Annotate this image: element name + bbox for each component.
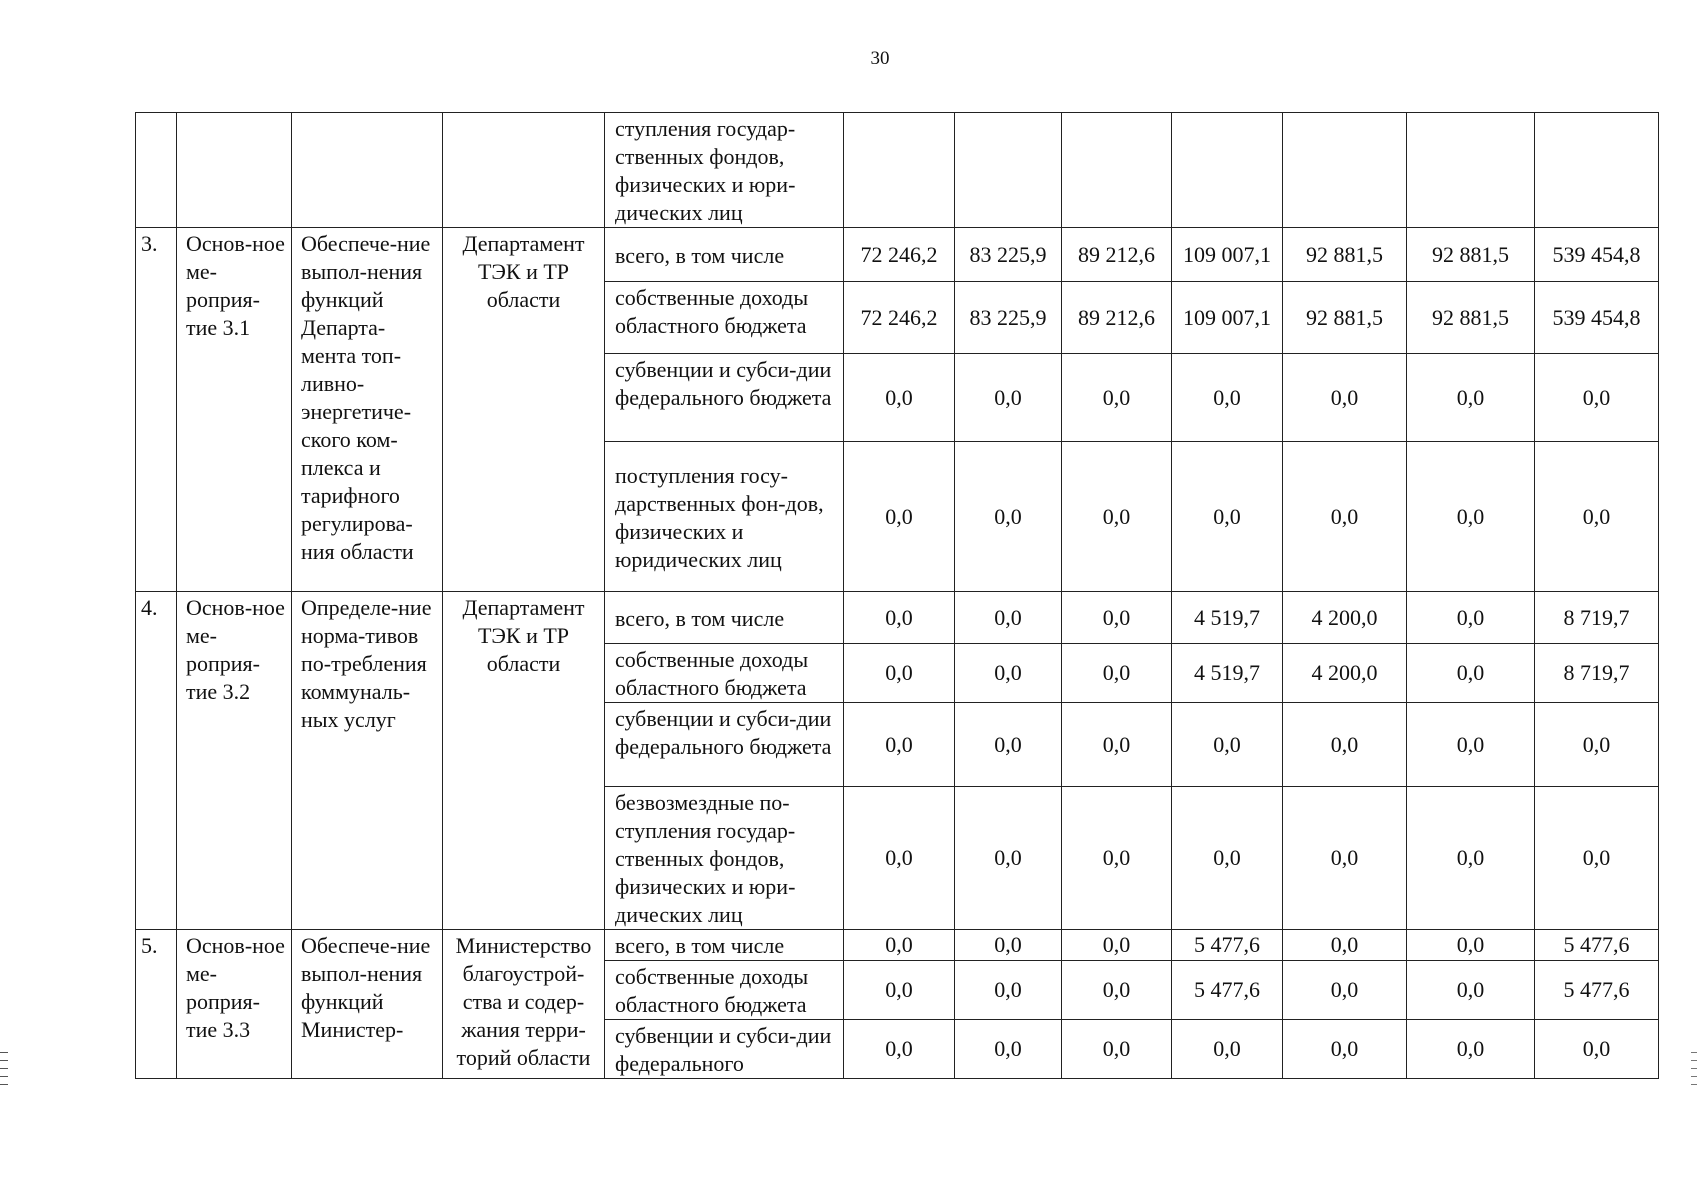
funding-source-cell: собственные доходы областного бюджета (605, 282, 844, 354)
value-cell: 0,0 (1535, 703, 1659, 787)
funding-source-cell: поступления госу-дарственных фон-дов, физических и юридических лиц (605, 442, 844, 592)
value-cell: 83 225,9 (955, 282, 1062, 354)
value-cell: 8 719,7 (1535, 644, 1659, 703)
executor-cell (443, 113, 605, 228)
value-cell: 0,0 (955, 703, 1062, 787)
value-cell: 0,0 (1172, 354, 1283, 442)
value-cell: 72 246,2 (844, 228, 955, 282)
table-row (136, 228, 1659, 282)
value-cell: 0,0 (955, 354, 1062, 442)
value-cell (1283, 113, 1407, 228)
value-cell: 4 519,7 (1172, 592, 1283, 644)
activity-description-cell: Определе-ние норма-тивов по-требления коммуналь-ных услуг (292, 592, 443, 930)
funding-source-cell: субвенции и субси-дии федерального бюджета (605, 354, 844, 442)
value-cell: 0,0 (1407, 930, 1535, 961)
value-cell: 5 477,6 (1172, 961, 1283, 1020)
value-cell: 4 200,0 (1283, 644, 1407, 703)
table-row (136, 113, 1659, 228)
scan-edge-marks (0, 1052, 8, 1092)
table-row (136, 592, 1659, 644)
value-cell: 0,0 (844, 930, 955, 961)
value-cell: 0,0 (1283, 961, 1407, 1020)
index-cell: 4. (136, 592, 177, 930)
value-cell: 0,0 (1062, 1020, 1172, 1079)
value-cell: 0,0 (955, 592, 1062, 644)
index-cell (136, 113, 177, 228)
value-cell: 0,0 (955, 787, 1062, 930)
value-cell: 0,0 (1407, 703, 1535, 787)
executor-cell: Министерство благоустрой-ства и содер-жания терри-торий области (443, 930, 605, 1079)
value-cell (1062, 113, 1172, 228)
value-cell (955, 113, 1062, 228)
value-cell: 4 200,0 (1283, 592, 1407, 644)
value-cell: 92 881,5 (1407, 282, 1535, 354)
value-cell: 0,0 (1062, 644, 1172, 703)
funding-source-cell: собственные доходы областного бюджета (605, 644, 844, 703)
value-cell: 92 881,5 (1283, 228, 1407, 282)
value-cell: 0,0 (1172, 703, 1283, 787)
value-cell: 0,0 (844, 703, 955, 787)
value-cell (1535, 113, 1659, 228)
funding-source-cell: всего, в том числе (605, 592, 844, 644)
value-cell: 92 881,5 (1283, 282, 1407, 354)
value-cell (844, 113, 955, 228)
funding-source-cell: субвенции и субси-дии федерального бюджета (605, 703, 844, 787)
value-cell: 109 007,1 (1172, 282, 1283, 354)
value-cell: 5 477,6 (1535, 930, 1659, 961)
value-cell: 0,0 (1172, 1020, 1283, 1079)
value-cell: 0,0 (844, 442, 955, 592)
value-cell: 0,0 (1283, 787, 1407, 930)
value-cell: 0,0 (1407, 592, 1535, 644)
activity-name-cell: Основ-ное ме-роприя-тие 3.3 (177, 930, 292, 1079)
value-cell: 0,0 (1407, 354, 1535, 442)
page-number: 30 (870, 48, 890, 69)
value-cell: 0,0 (1407, 961, 1535, 1020)
value-cell: 0,0 (844, 961, 955, 1020)
executor-cell: Департамент ТЭК и ТР области (443, 228, 605, 592)
value-cell: 0,0 (844, 1020, 955, 1079)
value-cell: 0,0 (1062, 703, 1172, 787)
index-cell: 5. (136, 930, 177, 1079)
value-cell: 72 246,2 (844, 282, 955, 354)
value-cell: 92 881,5 (1407, 228, 1535, 282)
index-cell: 3. (136, 228, 177, 592)
value-cell: 0,0 (1407, 1020, 1535, 1079)
value-cell: 4 519,7 (1172, 644, 1283, 703)
value-cell: 0,0 (1062, 787, 1172, 930)
value-cell: 5 477,6 (1172, 930, 1283, 961)
value-cell: 0,0 (1062, 961, 1172, 1020)
value-cell: 0,0 (844, 644, 955, 703)
activity-name-cell: Основ-ное ме-роприя-тие 3.2 (177, 592, 292, 930)
value-cell: 0,0 (1062, 354, 1172, 442)
value-cell: 0,0 (1283, 442, 1407, 592)
value-cell: 0,0 (1407, 644, 1535, 703)
activity-name-cell: Основ-ное ме-роприя-тие 3.1 (177, 228, 292, 592)
value-cell: 109 007,1 (1172, 228, 1283, 282)
value-cell (1172, 113, 1283, 228)
value-cell: 0,0 (1535, 787, 1659, 930)
value-cell: 0,0 (1407, 787, 1535, 930)
funding-source-cell: ступления государ-ственных фондов, физических и юри-дических лиц (605, 113, 844, 228)
table-row (136, 930, 1659, 961)
value-cell: 0,0 (955, 442, 1062, 592)
value-cell: 5 477,6 (1535, 961, 1659, 1020)
scan-edge-marks (1691, 1052, 1697, 1092)
funding-source-cell: безвозмездные по-ступления государ-ственных фондов, физических и юри-дических лиц (605, 787, 844, 930)
funding-source-cell: субвенции и субси-дии федерального (605, 1020, 844, 1079)
value-cell: 0,0 (844, 354, 955, 442)
executor-cell: Департамент ТЭК и ТР области (443, 592, 605, 930)
activity-description-cell: Обеспече-ние выпол-нения функций Департа-мента топ-ливно-энергетиче-ского ком-плекса и тарифного регулирова-ния области (292, 228, 443, 592)
value-cell: 0,0 (844, 787, 955, 930)
value-cell: 0,0 (1062, 592, 1172, 644)
funding-source-cell: собственные доходы областного бюджета (605, 961, 844, 1020)
value-cell: 0,0 (955, 644, 1062, 703)
activity-description-cell (292, 113, 443, 228)
value-cell: 8 719,7 (1535, 592, 1659, 644)
value-cell: 0,0 (955, 1020, 1062, 1079)
activity-description-cell: Обеспече-ние выпол-нения функций Министер- (292, 930, 443, 1079)
value-cell: 0,0 (1535, 442, 1659, 592)
value-cell: 0,0 (955, 961, 1062, 1020)
value-cell: 0,0 (844, 592, 955, 644)
value-cell: 0,0 (1283, 1020, 1407, 1079)
value-cell: 89 212,6 (1062, 228, 1172, 282)
value-cell: 0,0 (1535, 354, 1659, 442)
value-cell: 0,0 (1283, 354, 1407, 442)
funding-table (135, 112, 1659, 1079)
value-cell: 0,0 (1407, 442, 1535, 592)
value-cell: 0,0 (1062, 930, 1172, 961)
value-cell: 0,0 (1283, 703, 1407, 787)
value-cell: 539 454,8 (1535, 282, 1659, 354)
value-cell: 0,0 (1062, 442, 1172, 592)
value-cell: 0,0 (1172, 787, 1283, 930)
value-cell: 0,0 (955, 930, 1062, 961)
value-cell: 0,0 (1535, 1020, 1659, 1079)
value-cell: 83 225,9 (955, 228, 1062, 282)
funding-source-cell: всего, в том числе (605, 930, 844, 961)
value-cell: 0,0 (1283, 930, 1407, 961)
activity-name-cell (177, 113, 292, 228)
value-cell: 0,0 (1172, 442, 1283, 592)
value-cell: 539 454,8 (1535, 228, 1659, 282)
funding-source-cell: всего, в том числе (605, 228, 844, 282)
value-cell: 89 212,6 (1062, 282, 1172, 354)
value-cell (1407, 113, 1535, 228)
